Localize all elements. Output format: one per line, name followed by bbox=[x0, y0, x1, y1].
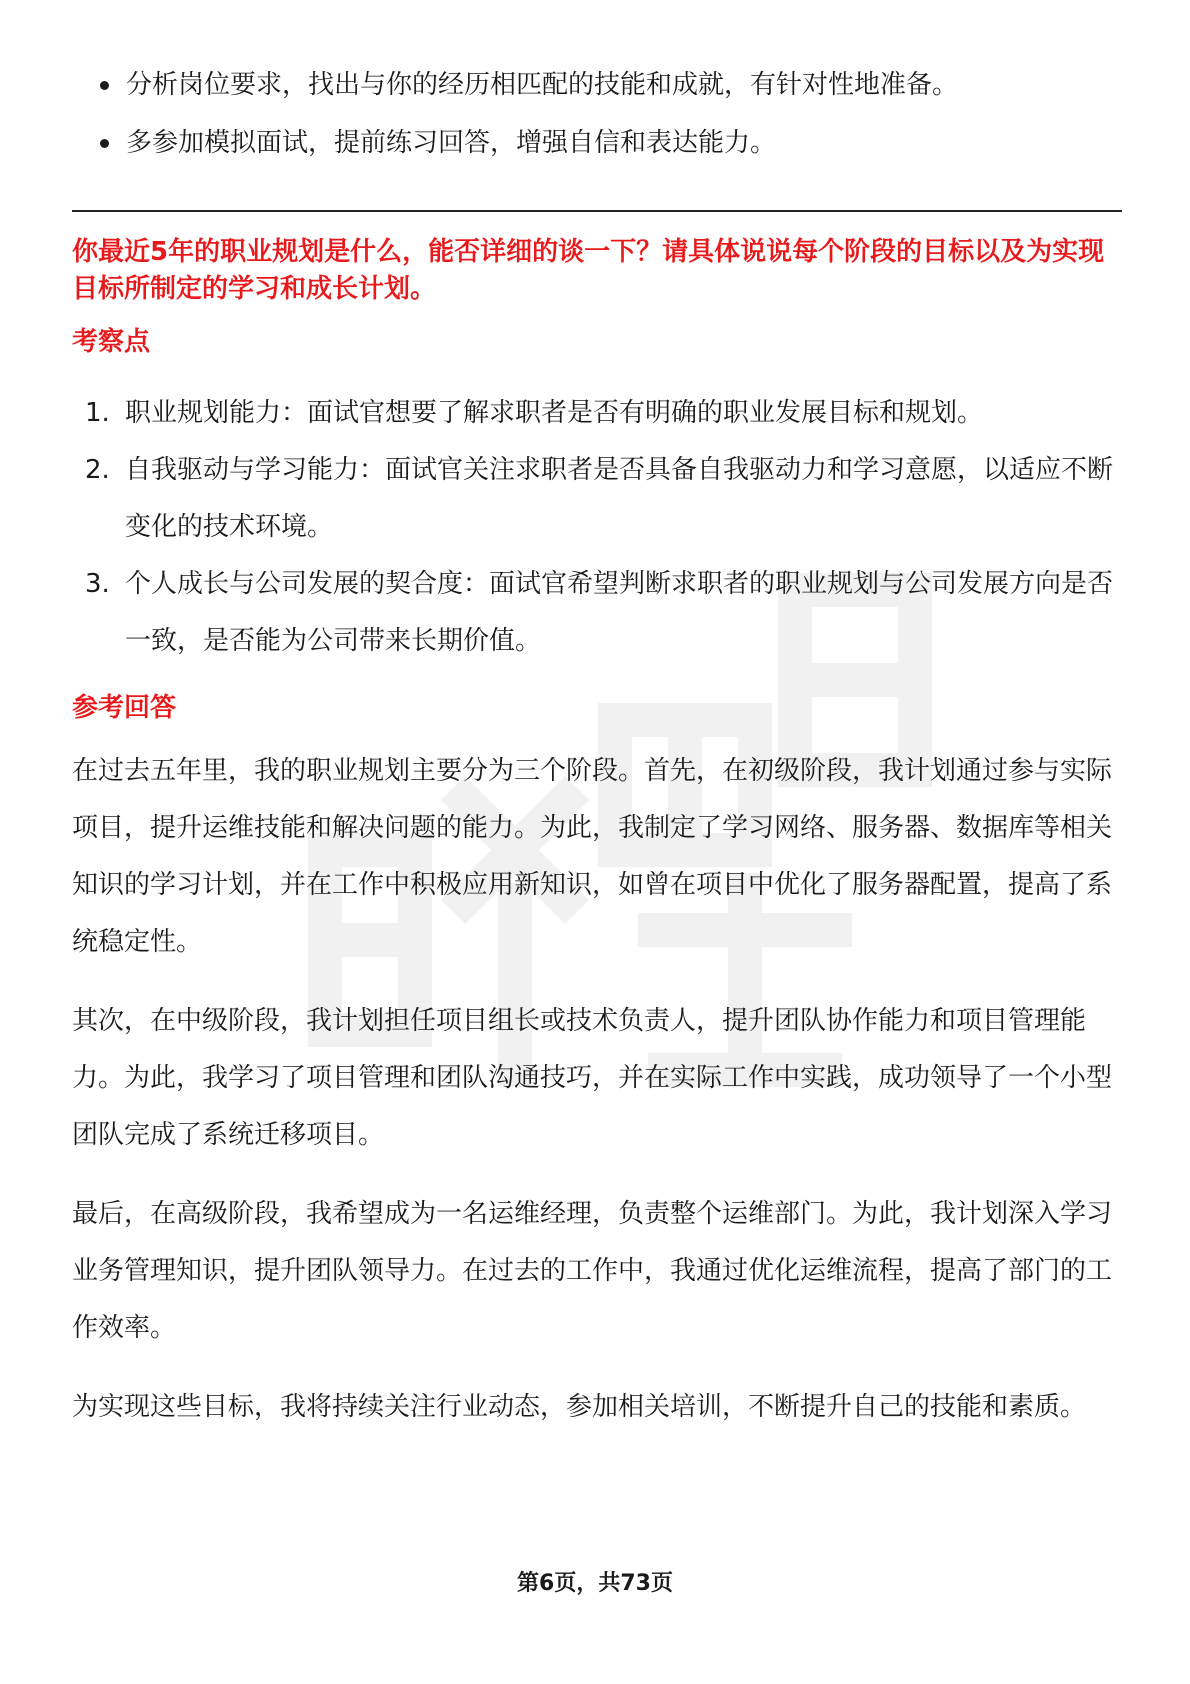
tip-bullet-item: 多参加模拟面试，提前练习回答，增强自信和表达能力。 bbox=[72, 114, 1122, 172]
point-number: 3. bbox=[85, 569, 110, 599]
examination-points-list bbox=[72, 385, 1122, 670]
page-number-footer: 第6页，共73页 bbox=[517, 1571, 673, 1596]
examination-point-item bbox=[72, 556, 1122, 670]
interview-question: 你最近5年的职业规划是什么，能否详细的谈一下？请具体说说每个阶段的目标以及为实现目标所制定的学习和成长计划。 bbox=[72, 237, 1105, 304]
examination-point-item bbox=[72, 442, 1122, 556]
page-content bbox=[72, 56, 1122, 1436]
tips-bullet-list bbox=[72, 56, 1122, 172]
answer-paragraph: 为实现这些目标，我将持续关注行业动态，参加相关培训，不断提升自己的技能和素质。 bbox=[72, 1392, 1087, 1422]
answer-paragraph: 最后，在高级阶段，我希望成为一名运维经理，负责整个运维部门。为此，我计划深入学习业务管理知识，提升团队领导力。在过去的工作中，我通过优化运维流程，提高了部门的工作效率。 bbox=[72, 1199, 1113, 1343]
section-divider bbox=[72, 210, 1122, 212]
answer-heading: 参考回答 bbox=[72, 693, 177, 723]
examination-point-item bbox=[72, 385, 1122, 442]
point-text: 个人成长与公司发展的契合度：面试官希望判断求职者的职业规划与公司发展方向是否一致，是否能为公司带来长期价值。 bbox=[125, 569, 1114, 656]
point-number: 2. bbox=[85, 455, 110, 485]
point-number: 1. bbox=[85, 398, 110, 428]
point-text: 职业规划能力：面试官想要了解求职者是否有明确的职业发展目标和规划。 bbox=[125, 398, 984, 428]
point-text: 自我驱动与学习能力：面试官关注求职者是否具备自我驱动力和学习意愿，以适应不断变化的技术环境。 bbox=[125, 455, 1114, 542]
examination-heading: 考察点 bbox=[72, 327, 151, 357]
answer-paragraph: 其次，在中级阶段，我计划担任项目组长或技术负责人，提升团队协作能力和项目管理能力。为此，我学习了项目管理和团队沟通技巧，并在实际工作中实践，成功领导了一个小型团队完成了系统迁移项目。 bbox=[72, 1006, 1113, 1150]
answer-paragraph: 在过去五年里，我的职业规划主要分为三个阶段。首先，在初级阶段，我计划通过参与实际项目，提升运维技能和解决问题的能力。为此，我制定了学习网络、服务器、数据库等相关知识的学习计划，并在工作中积极应用新知识，如曾在项目中优化了服务器配置，提高了系统稳定性。 bbox=[72, 756, 1113, 957]
tip-bullet-item: 分析岗位要求，找出与你的经历相匹配的技能和成就，有针对性地准备。 bbox=[72, 56, 1122, 114]
